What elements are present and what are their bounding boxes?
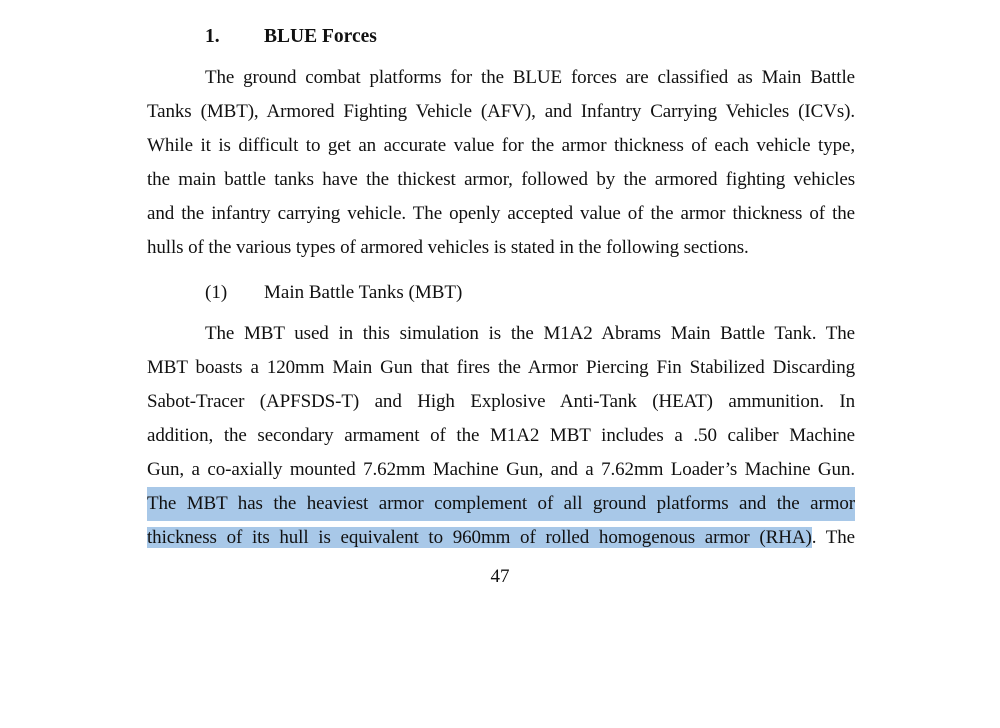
paragraph-mbt (147, 317, 855, 555)
paragraph-line: MBT boasts a 120mm Main Gun that fires the Armor Piercing Fin Stabilized Discarding (147, 357, 855, 378)
paragraph-line: Gun, a co-axially mounted 7.62mm Machine Gun, and a 7.62mm Loader’s Machine Gun. (147, 459, 855, 480)
subsection-heading (205, 280, 462, 306)
paragraph-line: The ground combat platforms for the BLUE forces are classified as Main Battle (205, 67, 855, 88)
paragraph-line: Sabot-Tracer (APFSDS-T) and High Explosive Anti-Tank (HEAT) ammunition. In (147, 391, 855, 412)
paragraph-line-with-selection (147, 521, 855, 555)
paragraph-line: addition, the secondary armament of the M1A2 MBT includes a .50 caliber Machine (147, 425, 855, 446)
section-title: BLUE Forces (264, 26, 377, 47)
paragraph-blue-forces (147, 61, 855, 265)
paragraph-line: While it is difficult to get an accurate value for the armor thickness of each vehicle type, (147, 135, 855, 156)
section-number: 1. (205, 26, 220, 47)
page-number: 47 (490, 566, 510, 587)
paragraph-line: Tanks (MBT), Armored Fighting Vehicle (AFV), and Infantry Carrying Vehicles (ICVs). (147, 101, 855, 122)
paragraph-line: hulls of the various types of armored vehicles is stated in the following sections. (147, 237, 749, 258)
highlighted-text-selection[interactable]: The MBT has the heaviest armor complement of all ground platforms and the armor (147, 487, 855, 521)
paragraph-line: The MBT used in this simulation is the M1A2 Abrams Main Battle Tank. The (205, 323, 855, 344)
section-heading (205, 24, 377, 50)
trailing-text: . The (811, 527, 855, 548)
paragraph-line: and the infantry carrying vehicle. The openly accepted value of the armor thickness of the (147, 203, 855, 224)
paragraph-line: the main battle tanks have the thickest armor, followed by the armored fighting vehicles (147, 169, 855, 190)
subsection-title: Main Battle Tanks (MBT) (264, 282, 463, 303)
subsection-number: (1) (205, 282, 228, 303)
highlighted-text-selection[interactable]: thickness of its hull is equivalent to 960mm of rolled homogenous armor (RHA) (147, 527, 812, 548)
